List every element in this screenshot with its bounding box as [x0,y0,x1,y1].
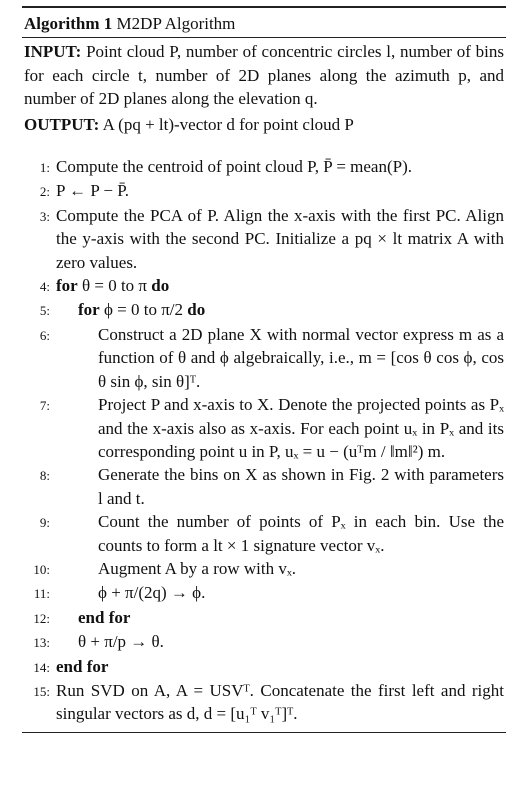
step-keyword: for [78,300,100,320]
step-keyword-do: do [187,300,206,320]
step-number: 5: [39,303,50,319]
algorithm-step [22,179,506,203]
algorithm-step [22,630,506,654]
step-body: ϕ = 0 to π/2 [103,300,184,320]
step-number: 15: [33,683,50,699]
algorithm-step [22,557,506,581]
bottom-rule [22,732,506,733]
step-body: Generate the bins on X as shown in Fig. 2 with parameters l and t. [98,465,504,508]
step-keyword-do: do [151,276,170,296]
algorithm-step [22,204,506,274]
steps-list [22,155,506,726]
output-section [22,111,506,136]
step-body: θ = 0 to π [81,276,148,296]
step-body: Augment A by a row with vₓ. [98,558,297,578]
step-text [56,630,504,653]
step-text [56,463,504,510]
step-number: 1: [39,160,50,176]
algorithm-step [22,323,506,393]
algorithm-block [22,6,506,733]
step-body: Project P and x-axis to X. Denote the projected points as Pₓ and the x-axis also as x-axis. For each point uₓ in Pₓ and its corresponding point u in P, uₓ = u − (uᵀm / ‖m‖²) m. [98,395,504,461]
step-number: 14: [33,659,50,675]
step-number: 12: [33,610,50,626]
step-text [56,298,504,321]
algorithm-step [22,298,506,322]
step-number: 11: [33,586,50,602]
step-body: θ + π/p → θ. [78,632,164,652]
step-text [56,179,504,202]
step-keyword: end for [56,656,109,676]
algorithm-step [22,655,506,679]
algorithm-caption [22,8,506,37]
step-body: Compute the PCA of P. Align the x-axis with the first PC. Align the y-axis with the second PC. Initialize a pq × lt matrix A with zero values. [56,205,504,272]
step-number: 4: [39,279,50,295]
step-text [56,581,504,604]
algorithm-step [22,463,506,510]
algorithm-step [22,155,506,179]
step-number: 9: [39,515,50,531]
step-body: P ← P − P̄. [56,181,130,201]
step-text [56,204,504,274]
step-text [56,274,504,297]
step-body: Compute the centroid of point cloud P, P̄ = mean(P). [56,157,412,177]
step-number: 3: [39,208,50,224]
algorithm-step [22,581,506,605]
step-body: ϕ + π/(2q) → ϕ. [98,583,206,603]
step-text [56,679,504,726]
step-number: 13: [33,635,50,651]
step-number: 8: [39,468,50,484]
step-keyword: end for [78,607,131,627]
step-text [56,655,504,678]
step-number: 2: [39,184,50,200]
input-label: INPUT: [24,42,82,62]
step-text [56,393,504,463]
step-body: Run SVD on A, A = USVᵀ. Concatenate the first left and right singular vectors as d, d = [u₁ᵀ v₁ᵀ]ᵀ. [56,680,504,724]
caption-title: M2DP Algorithm [116,14,236,33]
algorithm-step [22,393,506,463]
caption-label: Algorithm 1 [24,14,113,33]
step-text [56,606,504,629]
step-text [56,510,504,557]
input-section [22,38,506,110]
algorithm-step [22,679,506,726]
algorithm-step [22,606,506,630]
step-body: Count the number of points of Pₓ in each bin. Use the counts to form a lt × 1 signature vector vₓ. [98,512,504,555]
step-number: 6: [39,327,50,343]
spacer [22,136,506,155]
step-text [56,557,504,580]
algorithm-step [22,510,506,557]
step-number: 10: [33,561,50,577]
step-body: Construct a 2D plane X with normal vector express m as a function of θ and ϕ algebraically, i.e., m = [cos θ cos ϕ, cos θ sin ϕ, sin θ]ᵀ. [98,324,504,391]
step-number: 7: [39,398,50,414]
step-text [56,155,504,178]
output-label: OUTPUT: [24,114,100,134]
step-text [56,323,504,393]
algorithm-step [22,274,506,298]
step-keyword: for [56,276,78,296]
output-text: A (pq + lt)-vector d for point cloud P [102,114,354,134]
input-text: Point cloud P, number of concentric circles l, number of bins for each circle t, number of 2D planes along the azimuth p, and number of 2D planes along the elevation q. [24,42,504,109]
